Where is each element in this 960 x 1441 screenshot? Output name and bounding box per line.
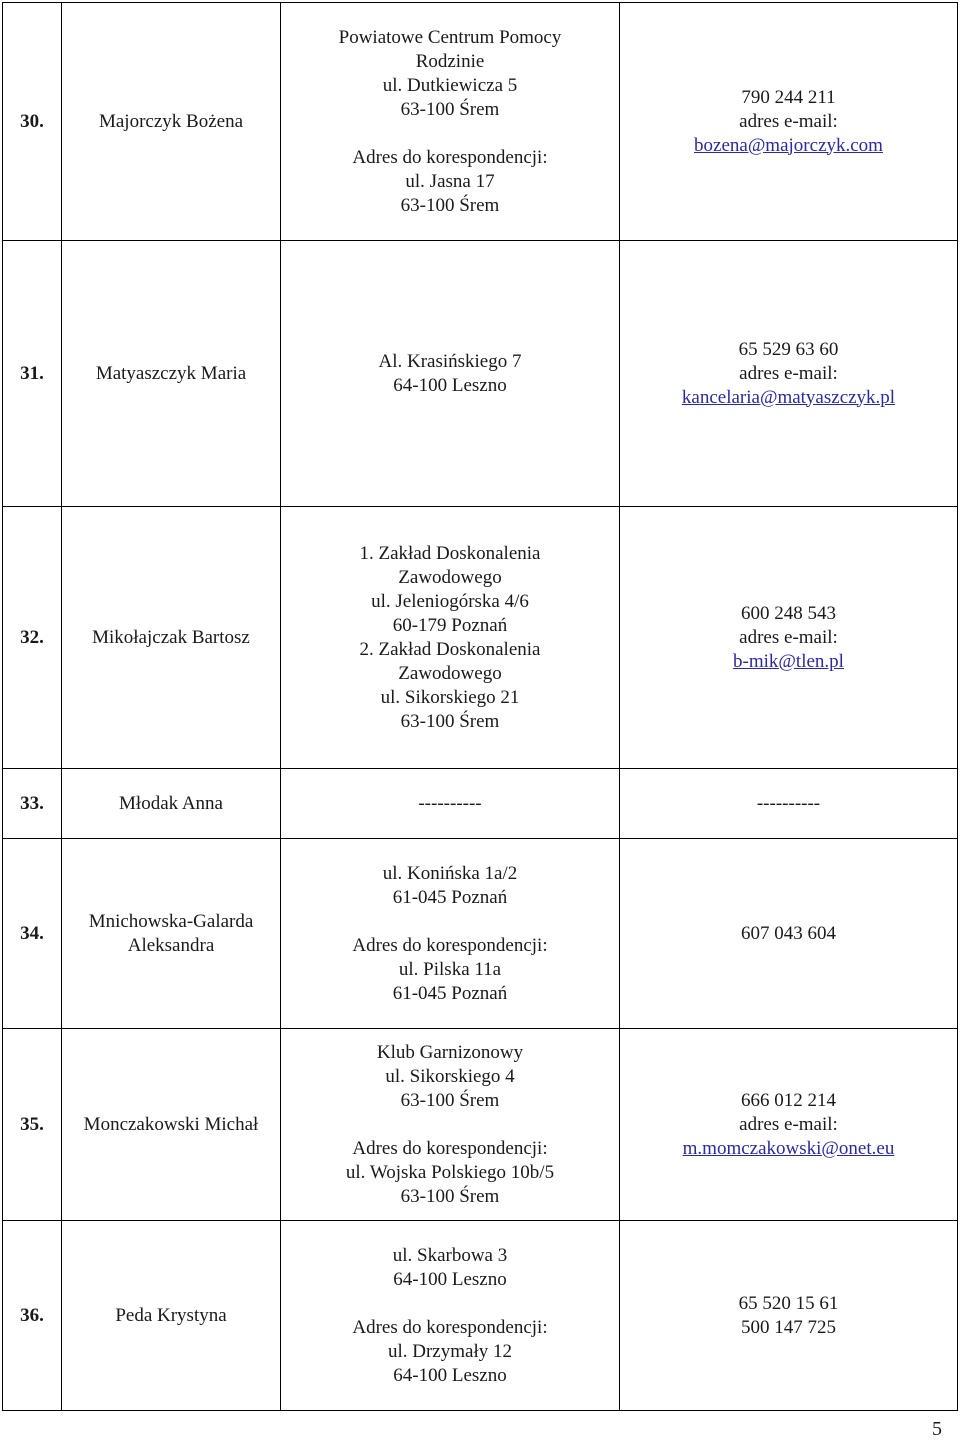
contact-cell bbox=[620, 839, 958, 1029]
person-name: Mikołajczak Bartosz bbox=[62, 507, 281, 769]
table-row bbox=[3, 769, 958, 839]
contact-cell: 65 529 63 60 adres e-mail: kancelaria@matyaszczyk.pl bbox=[620, 241, 958, 507]
row-number: 30. bbox=[3, 3, 62, 241]
phone-number: 500 147 725 bbox=[741, 1316, 836, 1338]
page-number: 5 bbox=[932, 1418, 942, 1440]
table-row bbox=[3, 3, 958, 241]
email-link[interactable]: kancelaria@matyaszczyk.pl bbox=[681, 386, 896, 408]
address-cell: Al. Krasińskiego 7 64-100 Leszno bbox=[281, 241, 620, 507]
row-number: 36. bbox=[3, 1221, 62, 1411]
email-link[interactable]: bozena@majorczyk.com bbox=[694, 134, 883, 156]
phone-number: 666 012 214 bbox=[741, 1089, 836, 1111]
phone-number: 65 529 63 60 bbox=[738, 338, 839, 360]
row-number: 34. bbox=[3, 839, 62, 1029]
address-cell: ul. Skarbowa 3 64-100 Leszno Adres do korespondencji: ul. Drzymały 12 64-100 Leszno bbox=[281, 1221, 620, 1411]
person-name: Peda Krystyna bbox=[62, 1221, 281, 1411]
person-name: Młodak Anna bbox=[62, 769, 281, 839]
person-name: Majorczyk Bożena bbox=[62, 3, 281, 241]
phone-number: 607 043 604 bbox=[741, 922, 836, 944]
email-link[interactable]: b-mik@tlen.pl bbox=[733, 650, 844, 672]
table-row bbox=[3, 1029, 958, 1221]
person-name: Mnichowska-Galarda Aleksandra bbox=[62, 839, 281, 1029]
address-cell: Powiatowe Centrum Pomocy Rodzinie ul. Dutkiewicza 5 63-100 Śrem Adres do korespondencji: ul. Jasna 17 63-100 Śrem bbox=[281, 3, 620, 241]
person-name: Monczakowski Michał bbox=[62, 1029, 281, 1221]
phone-number: 65 520 15 61 bbox=[738, 1292, 839, 1314]
email-link[interactable]: m.momczakowski@onet.eu bbox=[682, 1137, 895, 1159]
contact-cell bbox=[620, 1221, 958, 1411]
contact-cell: 790 244 211 adres e-mail: bozena@majorczyk.com bbox=[620, 3, 958, 241]
phone-number: 600 248 543 bbox=[741, 602, 836, 624]
address-cell: 1. Zakład Doskonalenia Zawodowego ul. Jeleniogórska 4/6 60-179 Poznań 2. Zakład Doskonalenia Zawodowego ul. Sikorskiego 21 63-100 Śrem bbox=[281, 507, 620, 769]
table-row bbox=[3, 507, 958, 769]
contact-cell: ---------- bbox=[620, 769, 958, 839]
address-cell: Klub Garnizonowy ul. Sikorskiego 4 63-100 Śrem Adres do korespondencji: ul. Wojska Polskiego 10b/5 63-100 Śrem bbox=[281, 1029, 620, 1221]
row-number: 31. bbox=[3, 241, 62, 507]
address-cell: ul. Konińska 1a/2 61-045 Poznań Adres do korespondencji: ul. Pilska 11a 61-045 Poznań bbox=[281, 839, 620, 1029]
table-row bbox=[3, 839, 958, 1029]
contact-cell: 600 248 543 adres e-mail: b-mik@tlen.pl bbox=[620, 507, 958, 769]
phone-number: 790 244 211 bbox=[741, 86, 836, 108]
row-number: 32. bbox=[3, 507, 62, 769]
address-cell: ---------- bbox=[281, 769, 620, 839]
contacts-table bbox=[2, 2, 958, 1411]
person-name: Matyaszczyk Maria bbox=[62, 241, 281, 507]
table-row bbox=[3, 241, 958, 507]
row-number: 35. bbox=[3, 1029, 62, 1221]
row-number: 33. bbox=[3, 769, 62, 839]
contact-cell: 666 012 214 adres e-mail: m.momczakowski@onet.eu bbox=[620, 1029, 958, 1221]
table-row bbox=[3, 1221, 958, 1411]
